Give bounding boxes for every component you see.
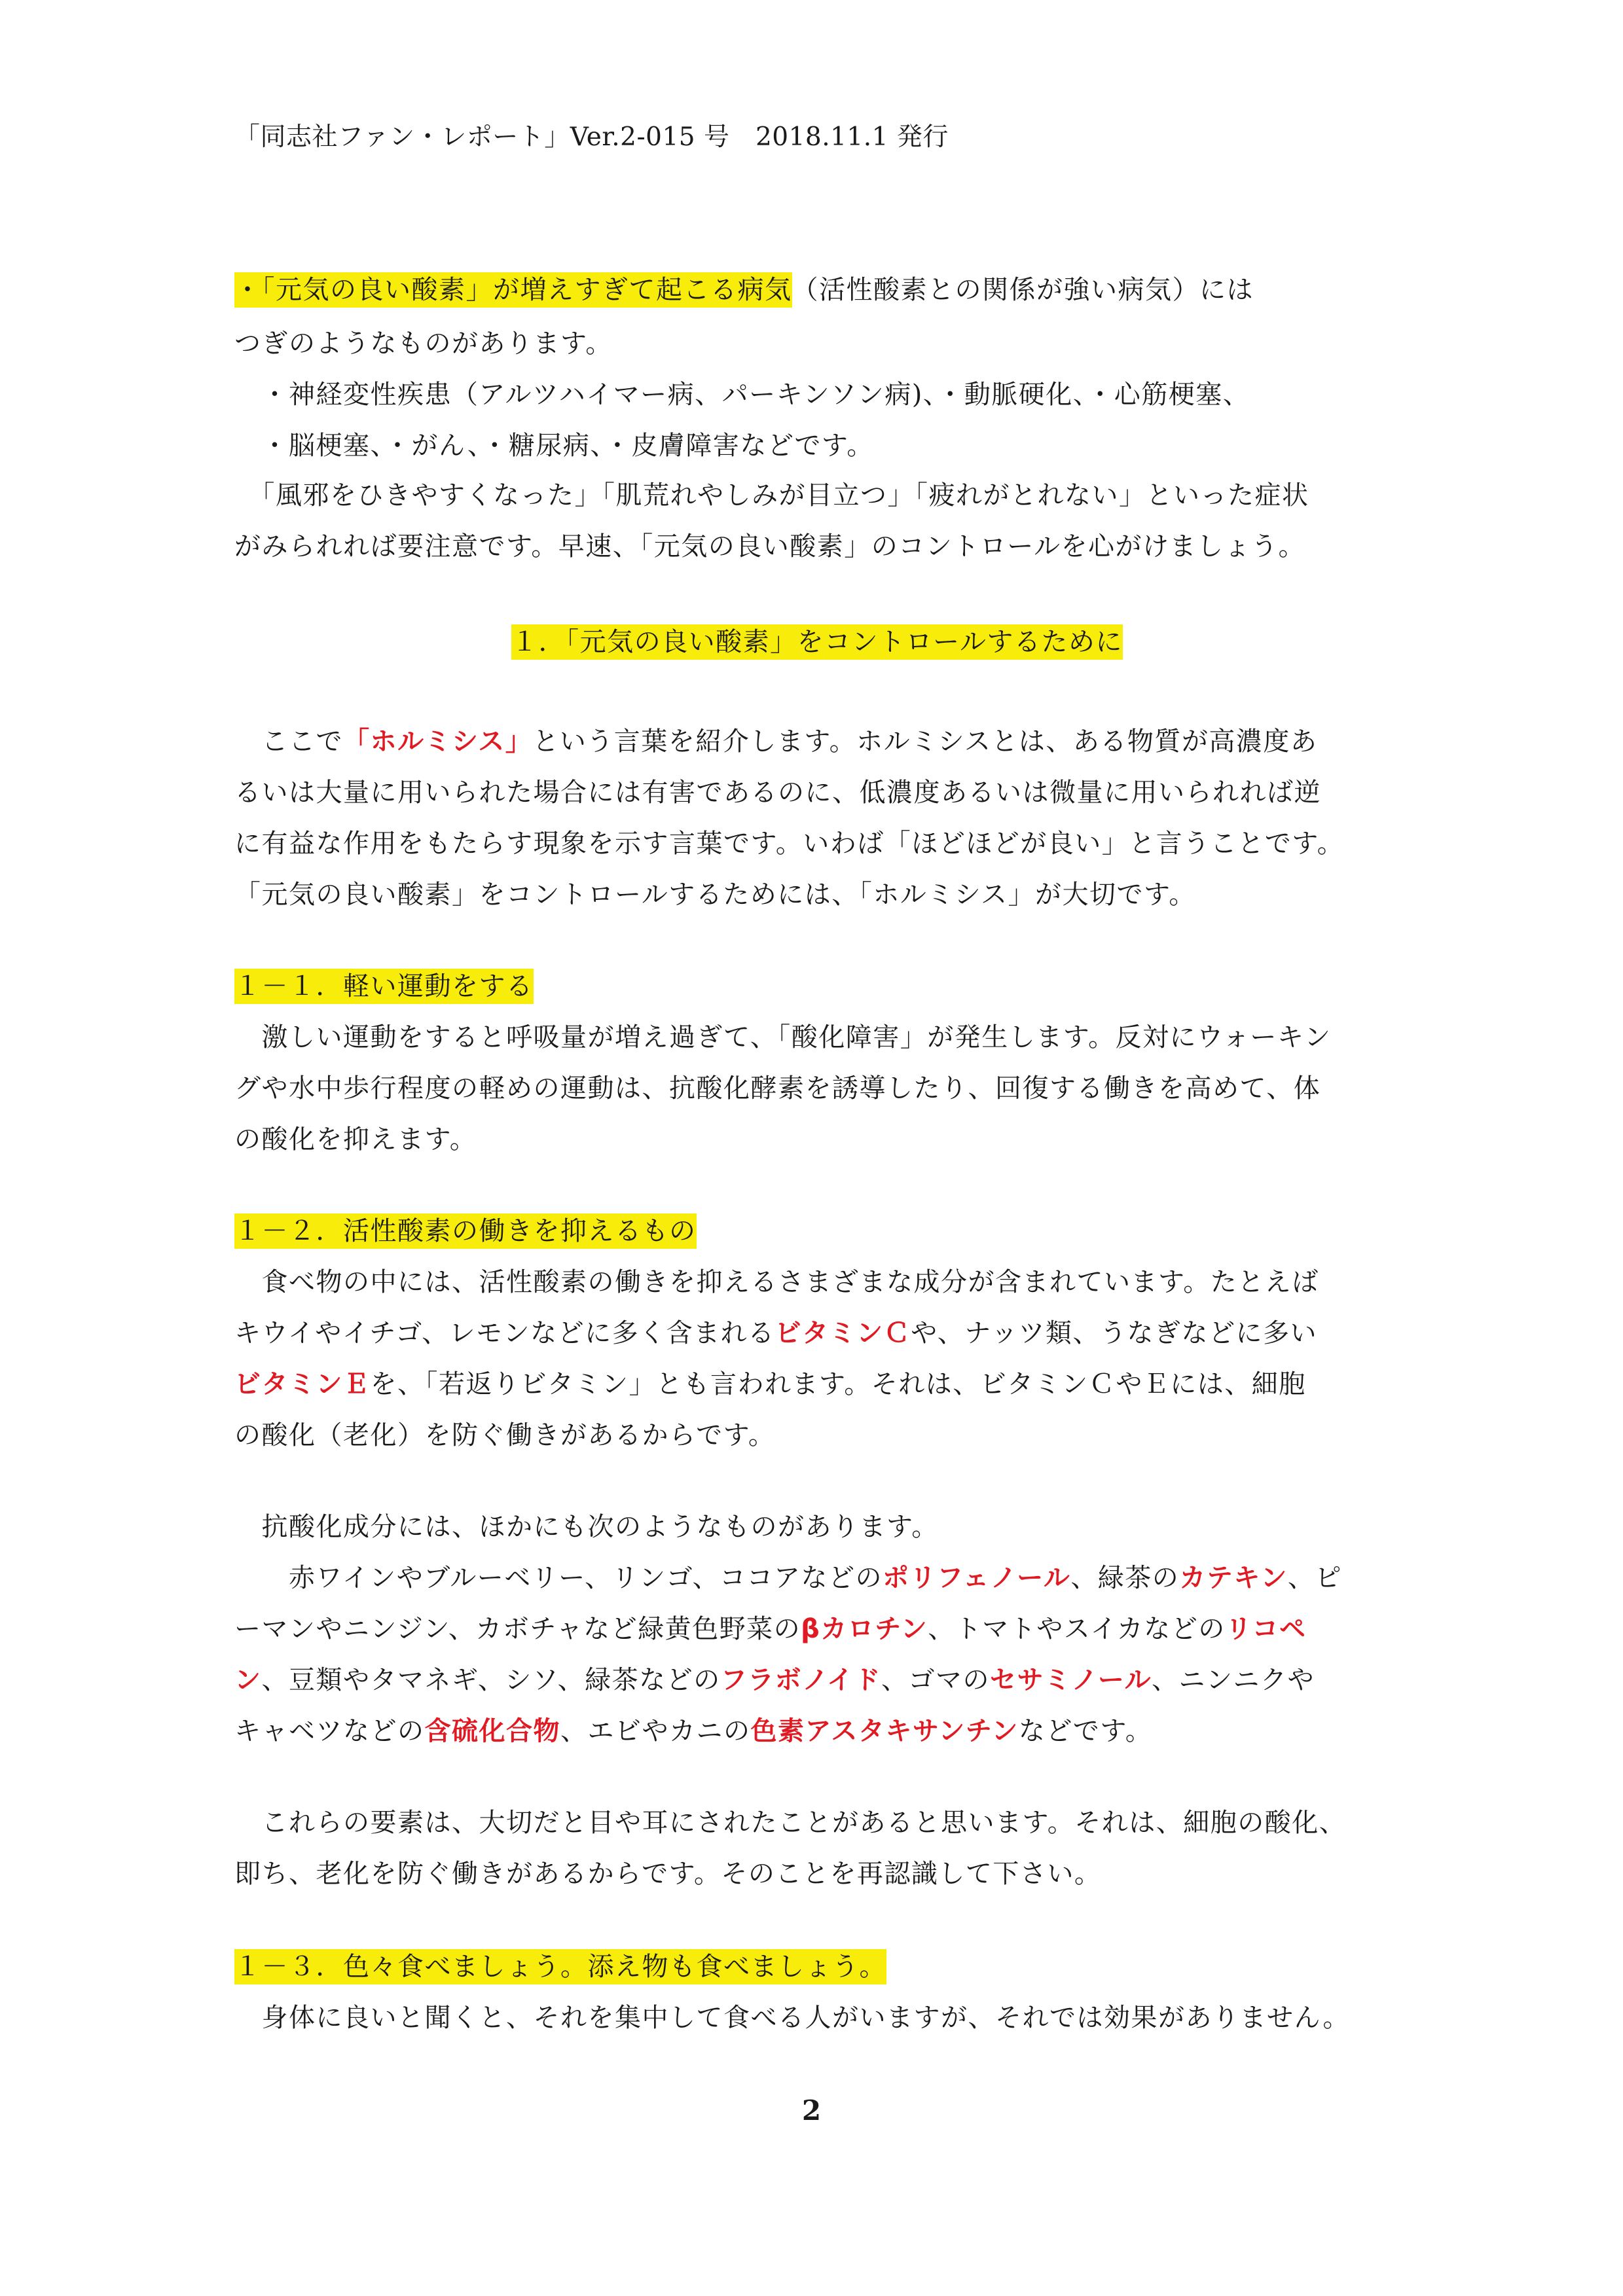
antioxidant-list-line-2	[234, 1609, 1306, 1649]
list-text: キャベツなどの	[234, 1716, 425, 1746]
exercise-line-1: 激しい運動をすると呼吸量が増え過ぎて、「酸化障害」が発生します。反対にウォーキン	[234, 1022, 1332, 1052]
flavonoid-term: フラボノイド	[720, 1665, 882, 1695]
exercise-line-2: グや水中歩行程度の軽めの運動は、抗酸化酵素を誘導したり、回復する働きを高めて、体	[234, 1073, 1321, 1103]
section-1-heading	[234, 622, 1400, 662]
intro-highlight: ・「元気の良い酸素」が増えすぎて起こる病気	[234, 272, 792, 308]
astaxanthin-term: 色素アスタキサンチン	[750, 1716, 1019, 1746]
section-1-3-heading-text: １－３．色々食べましょう。添え物も食べましょう。	[234, 1949, 886, 1984]
sulfur-compound-term: 含硫化合物	[424, 1716, 560, 1746]
section-1-1-heading	[234, 967, 534, 1006]
antioxidant-line-2-pre: キウイやイチゴ、レモンなどに多く含まれる	[234, 1318, 775, 1348]
symptoms-line-2: がみられれば要注意です。早速、「元気の良い酸素」のコントロールを心がけましょう。	[234, 531, 1305, 562]
intro-line-1-rest: （活性酸素との関係が強い病気）には	[792, 275, 1254, 305]
summary-line-1: これらの要素は、大切だと目や耳にされたことがあると思います。それは、細胞の酸化、	[234, 1808, 1347, 1838]
section-1-heading-text: １．「元気の良い酸素」をコントロールするために	[511, 624, 1123, 660]
exercise-line-3: の酸化を抑えます。	[234, 1124, 477, 1155]
page-number: 2	[801, 2094, 822, 2126]
list-text: 、エビやカニの	[560, 1716, 751, 1746]
polyphenol-term: ポリフェノール	[883, 1563, 1071, 1593]
antioxidant-list-line-3	[234, 1660, 1315, 1700]
hormesis-line-1-pre: ここで	[234, 726, 343, 757]
antioxidant-list-line-1	[234, 1558, 1342, 1598]
antioxidant-line-3-post: を、「若返りビタミン」とも言われます。それは、ビタミンＣやＥには、細胞	[370, 1369, 1306, 1399]
list-text: 、緑茶の	[1070, 1563, 1180, 1593]
variety-line-1: 身体に良いと聞くと、それを集中して食べる人がいますが、それでは効果がありません。	[234, 2003, 1350, 2033]
hormesis-line-2: るいは大量に用いられた場合には有害であるのに、低濃度あるいは微量に用いられれば逆	[234, 778, 1321, 808]
catechin-term: カテキン	[1179, 1563, 1288, 1593]
antioxidant-list-line-4	[234, 1712, 1152, 1751]
antioxidant-line-3	[234, 1365, 1306, 1404]
newsletter-header: 「同志社ファン・レポート」Ver.2-015 号 2018.11.1 発行	[234, 122, 949, 152]
lycopene-term-start: リコペ	[1225, 1614, 1307, 1644]
antioxidant-line-4: の酸化（老化）を防ぐ働きがあるからです。	[234, 1420, 776, 1450]
list-text: などです。	[1018, 1716, 1153, 1746]
sesaminol-term: セサミノール	[990, 1665, 1152, 1695]
disease-list-line-1: ・神経変性疾患（アルツハイマー病、パーキンソン病)、・動脈硬化、・心筋梗塞、	[234, 380, 1250, 410]
list-text: 、ニンニクや	[1152, 1665, 1315, 1695]
hormesis-line-1-post: という言葉を紹介します。ホルミシスとは、ある物質が高濃度あ	[532, 726, 1318, 757]
symptoms-line-1: 「風邪をひきやすくなった」「肌荒れやしみが目立つ」「疲れがとれない」といった症状	[234, 480, 1309, 511]
other-antioxidants-intro: 抗酸化成分には、ほかにも次のようなものがあります。	[234, 1512, 939, 1542]
list-text: 、豆類やタマネギ、シソ、緑茶などの	[261, 1665, 721, 1695]
section-1-1-heading-text: １－１．軽い運動をする	[234, 969, 534, 1004]
list-text: 、ピ	[1287, 1563, 1342, 1593]
intro-line-2: つぎのようなものがあります。	[234, 329, 613, 359]
list-text: ーマンやニンジン、カボチャなど緑黄色野菜の	[234, 1614, 801, 1644]
antioxidant-line-1: 食べ物の中には、活性酸素の働きを抑えるさまざまな成分が含まれています。たとえば	[234, 1267, 1319, 1297]
vitamin-c-term: ビタミンＣ	[775, 1318, 911, 1348]
antioxidant-line-2-post: や、ナッツ類、うなぎなどに多い	[911, 1318, 1318, 1348]
hormesis-line-4: 「元気の良い酸素」をコントロールするためには、「ホルミシス」が大切です。	[234, 880, 1196, 910]
list-text: 赤ワインやブルーベリー、リンゴ、ココアなどの	[234, 1563, 883, 1593]
list-text: 、ゴマの	[881, 1665, 991, 1695]
hormesis-term: 「ホルミシス」	[343, 726, 533, 757]
vitamin-e-term: ビタミンＥ	[234, 1369, 371, 1399]
section-1-3-heading	[234, 1947, 886, 1986]
hormesis-line-1	[234, 722, 1317, 761]
intro-line-1	[234, 270, 1254, 310]
hormesis-line-3: に有益な作用をもたらす現象を示す言葉です。いわば「ほどほどが良い」と言うことです。	[234, 829, 1345, 859]
disease-list-line-2: ・脳梗塞、・がん、・糖尿病、・皮膚障害などです。	[234, 431, 874, 461]
section-1-2-heading	[234, 1211, 697, 1251]
summary-line-2: 即ち、老化を防ぐ働きがあるからです。そのことを再認識して下さい。	[234, 1859, 1102, 1889]
list-text: 、トマトやスイカなどの	[928, 1614, 1226, 1644]
antioxidant-line-2	[234, 1314, 1317, 1353]
beta-carotene-term: βカロチン	[801, 1614, 928, 1644]
lycopene-term-end: ン	[234, 1665, 262, 1695]
section-1-2-heading-text: １－２．活性酸素の働きを抑えるもの	[234, 1213, 697, 1249]
